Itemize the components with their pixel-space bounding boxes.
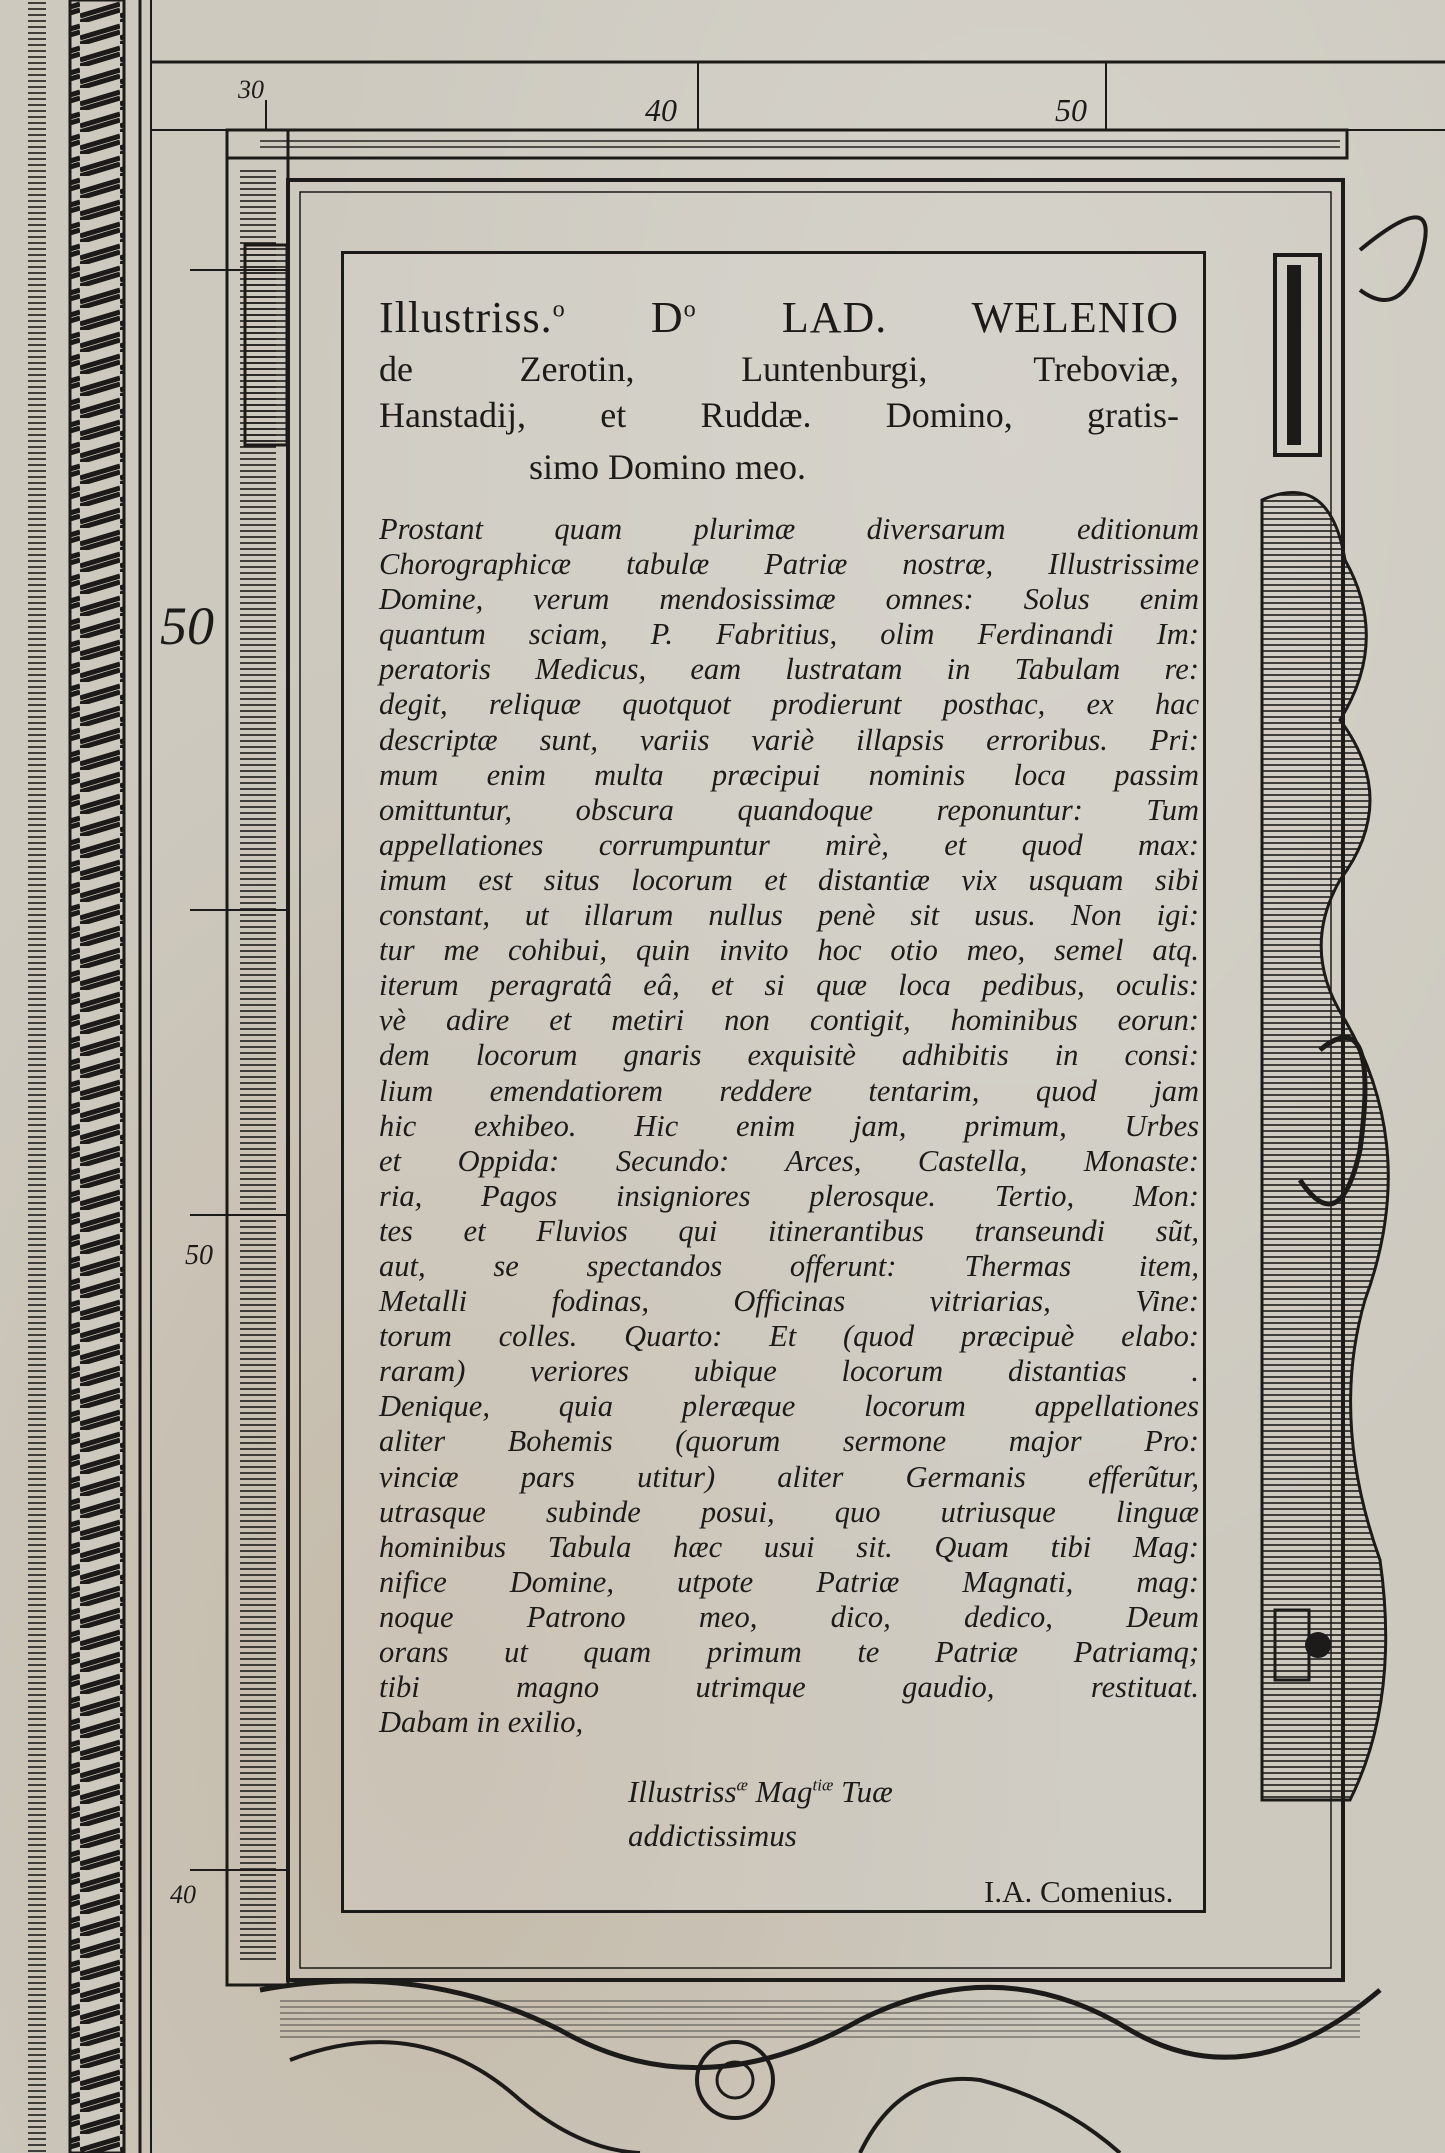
closing-addictissimus: addictissimus [628,1818,797,1853]
heading-text: Illustriss. [379,293,553,342]
dedication-body-line: noque Patrono meo, dico, dedico, Deum [379,1599,1199,1634]
dedication-body-line: hic exhibeo. Hic enim jam, primum, Urbes [379,1108,1199,1143]
dedication-heading-line-1 [379,292,1179,343]
dedication-body-line: ria, Pagos insigniores plerosque. Tertio, Mon: [379,1178,1199,1213]
dedication-body-line: utrasque subinde posui, quo utriusque linguæ [379,1494,1199,1529]
heading-superscript: o [683,295,697,323]
dedication-body-line: et Oppida: Secundo: Arces, Castella, Monaste: [379,1143,1199,1178]
closing-text: Tuæ [833,1774,893,1809]
dedication-body-line: Domine, verum mendosissimæ omnes: Solus enim [379,582,1199,617]
dedication-body-line: vè adire et metiri non contigit, hominibus eorun: [379,1003,1199,1038]
bottom-scroll-ornament [260,1981,1380,2153]
dedication-body-line: nifice Domine, utpote Patriæ Magnati, mag: [379,1564,1199,1599]
dedication-body-line: vinciæ pars utitur) aliter Germanis efferũtur, [379,1459,1199,1494]
signature-comenius: I.A. Comenius. [984,1874,1174,1909]
dedication-body-line: quantum sciam, P. Fabritius, olim Ferdinandi Im: [379,617,1199,652]
dedication-body-line: degit, reliquæ quotquot prodierunt posthac, ex hac [379,687,1199,722]
dedication-heading-line-3: Hanstadij, et Ruddæ. Domino, gratis- [379,395,1179,435]
dedication-body-line: imum est situs locorum et distantiæ vix usquam sibi [379,862,1199,897]
dedication-body-line: descriptæ sunt, variis variè illapsis erroribus. Pri: [379,722,1199,757]
closing-text: Mag [747,1774,813,1809]
dedication-body-line: tur me cohibui, quin invito hoc otio meo, semel atq. [379,933,1199,968]
dedication-body-line: Metalli fodinas, Officinas vitriarias, Vine: [379,1284,1199,1319]
dedication-body-line: iterum peragratâ eâ, et si quæ loca pedibus, oculis: [379,968,1199,1003]
closing-text: Illustriss [628,1774,737,1809]
closing-superscript: æ [736,1775,748,1795]
dedication-body-line: raram) veriores ubique locorum distantias . [379,1354,1199,1389]
dedication-body-line: constant, ut illarum nullus penè sit usus. Non igi: [379,898,1199,933]
dedication-body-line: Chorographicæ tabulæ Patriæ nostræ, Illustrissime [379,547,1199,582]
scale-label-left-50b: 50 [185,1240,213,1271]
rope-border [28,0,151,2153]
dedication-body-line: tibi magno utrimque gaudio, restituat. [379,1670,1199,1705]
dedication-heading-line-2: de Zerotin, Luntenburgi, Treboviæ, [379,349,1179,389]
scale-label-top-50: 50 [1055,92,1087,128]
dedication-body-line: lium emendatiorem reddere tentarim, quod jam [379,1073,1199,1108]
closing-superscript: tiæ [812,1775,834,1795]
dedication-body-line: aut, se spectandos offerunt: Thermas item, [379,1248,1199,1283]
dedication-heading-line-4: simo Domino meo. [529,447,806,487]
dedication-body-line: orans ut quam primum te Patriæ Patriamq; [379,1635,1199,1669]
dedication-body-line: tes et Fluvios qui itinerantibus transeundi sũt, [379,1213,1199,1248]
closing-salutation [628,1774,893,1810]
scale-label-left-50a: 50 [160,596,214,656]
dedication-body-line: hominibus Tabula hæc usui sit. Quam tibi Mag: [379,1529,1199,1564]
heading-superscript: o [552,295,566,323]
scale-label-top-30: 30 [238,75,264,104]
dedication-body-line: aliter Bohemis (quorum sermone major Pro: [379,1424,1199,1459]
scale-label-left-40: 40 [170,1880,196,1909]
heading-text: LAD. WELENIO [696,293,1180,342]
dedication-text-box [341,251,1206,1913]
top-degree-scale [151,62,1445,158]
dedication-body-line: peratoris Medicus, eam lustratam in Tabulam re: [379,652,1199,687]
dedication-body-line: Dabam in exilio, [379,1705,584,1740]
dedication-body-line: dem locorum gnaris exquisitè adhibitis in consi: [379,1038,1199,1073]
dedication-body-line: omittuntur, obscura quandoque reponuntur: Tum [379,792,1199,827]
dedication-body-line: torum colles. Quarto: Et (quod præcipuè elabo: [379,1319,1199,1354]
dedication-body-line: mum enim multa præcipui nominis loca passim [379,757,1199,792]
heading-text: D [565,293,684,342]
dedication-body [379,512,1199,1740]
dedication-body-line: appellationes corrumpuntur mirè, et quod max: [379,827,1199,862]
scale-label-top-40: 40 [645,92,677,128]
dedication-body-line: Prostant quam plurimæ diversarum editionum [379,512,1199,546]
dedication-body-line: Denique, quia pleræque locorum appellationes [379,1389,1199,1424]
